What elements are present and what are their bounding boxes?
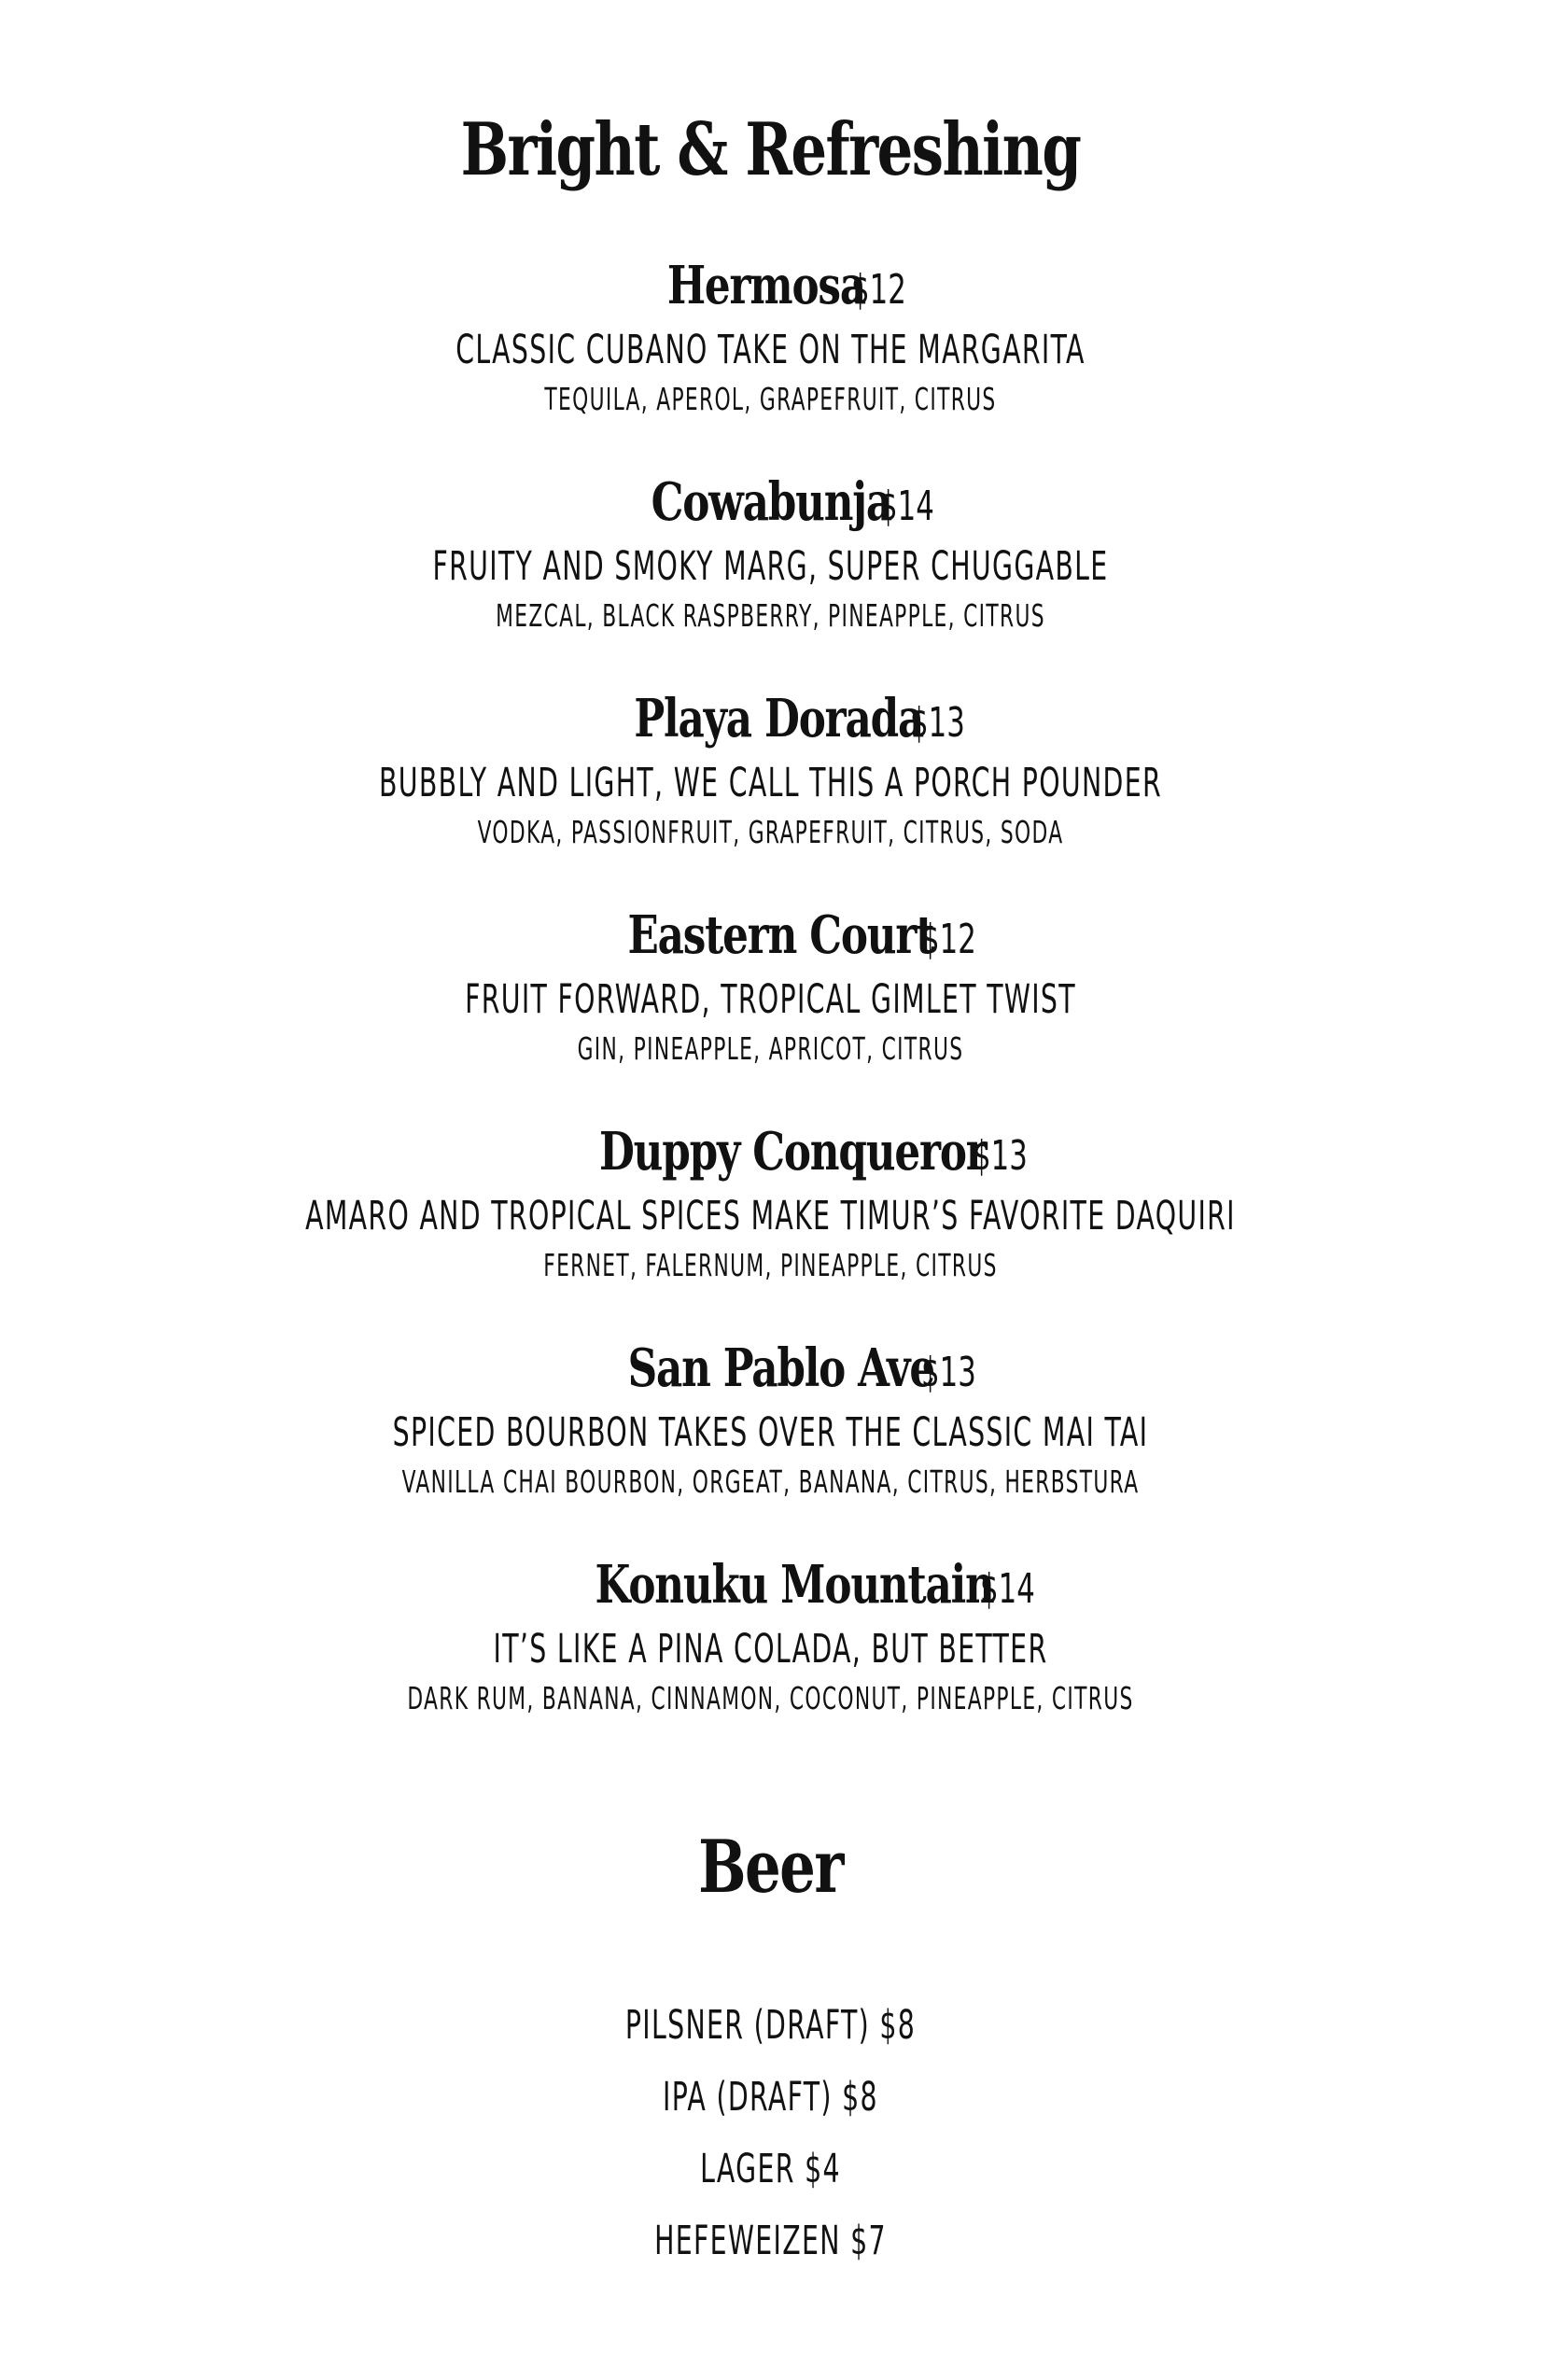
- drink-description: FRUIT FORWARD, TROPICAL GIMLET TWIST: [465, 976, 1076, 1023]
- drink-name: Duppy Conqueror: [598, 1121, 987, 1183]
- drink-name: Playa Dorada: [634, 688, 924, 749]
- menu-item-eastern-court: [0, 904, 1541, 1126]
- beer-item: IPA (DRAFT) $8: [663, 2074, 878, 2121]
- drink-price: $12: [920, 916, 976, 963]
- drink-price: $13: [910, 699, 965, 747]
- drink-name: Hermosa: [666, 255, 865, 316]
- menu-item-san-pablo-ave: [0, 1337, 1541, 1559]
- cocktails-section-title: Bright & Refreshing: [460, 107, 1081, 192]
- drink-ingredients: GIN, PINEAPPLE, APRICOT, CITRUS: [577, 1030, 964, 1067]
- drink-ingredients: MEZCAL, BLACK RASPBERRY, PINEAPPLE, CITRUS: [496, 597, 1045, 634]
- menu-item-konuku-mountain: [0, 1554, 1541, 1775]
- cocktail-list: [0, 255, 1541, 1775]
- beer-item: HEFEWEIZEN $7: [654, 2218, 887, 2264]
- beer-item: LAGER $4: [700, 2146, 841, 2192]
- menu-item-cowabunja: [0, 471, 1541, 693]
- drink-description: FRUITY AND SMOKY MARG, SUPER CHUGGABLE: [432, 543, 1109, 590]
- drink-description: SPICED BOURBON TAKES OVER THE CLASSIC MAI TAI: [392, 1409, 1149, 1456]
- beer-section-title: Beer: [698, 1825, 843, 1910]
- drink-price: $14: [980, 1565, 1036, 1613]
- drink-ingredients: FERNET, FALERNUM, PINEAPPLE, CITRUS: [543, 1247, 998, 1283]
- drink-description: BUBBLY AND LIGHT, WE CALL THIS A PORCH POUNDER: [378, 760, 1163, 806]
- drink-price: $13: [920, 1349, 976, 1396]
- beer-list: [0, 1990, 1541, 2277]
- drink-price: $12: [851, 266, 907, 314]
- drink-description: IT’S LIKE A PINA COLADA, BUT BETTER: [493, 1626, 1048, 1673]
- drink-name: San Pablo Ave: [627, 1337, 934, 1399]
- drink-ingredients: VODKA, PASSIONFRUIT, GRAPEFRUIT, CITRUS, SODA: [477, 814, 1064, 850]
- drink-name: Eastern Court: [627, 904, 934, 966]
- drink-ingredients: DARK RUM, BANANA, CINNAMON, COCONUT, PINEAPPLE, CITRUS: [407, 1680, 1134, 1716]
- drink-ingredients: TEQUILA, APEROL, GRAPEFRUIT, CITRUS: [544, 381, 997, 417]
- drink-ingredients: VANILLA CHAI BOURBON, ORGEAT, BANANA, CITRUS, HERBSTURA: [401, 1463, 1140, 1500]
- drink-name: Cowabunja: [651, 471, 892, 533]
- menu-item-duppy-conqueror: [0, 1121, 1541, 1342]
- beer-item: PILSNER (DRAFT) $8: [624, 2002, 917, 2049]
- drink-description: CLASSIC CUBANO TAKE ON THE MARGARITA: [455, 327, 1086, 373]
- menu-item-playa-dorada: [0, 688, 1541, 909]
- menu-item-hermosa: [0, 255, 1541, 476]
- drink-name: Konuku Mountain: [595, 1554, 994, 1616]
- drink-price: $13: [973, 1132, 1029, 1180]
- drink-price: $14: [878, 483, 934, 530]
- drink-description: AMARO AND TROPICAL SPICES MAKE TIMUR’S FAVORITE DAQUIRI: [305, 1193, 1236, 1239]
